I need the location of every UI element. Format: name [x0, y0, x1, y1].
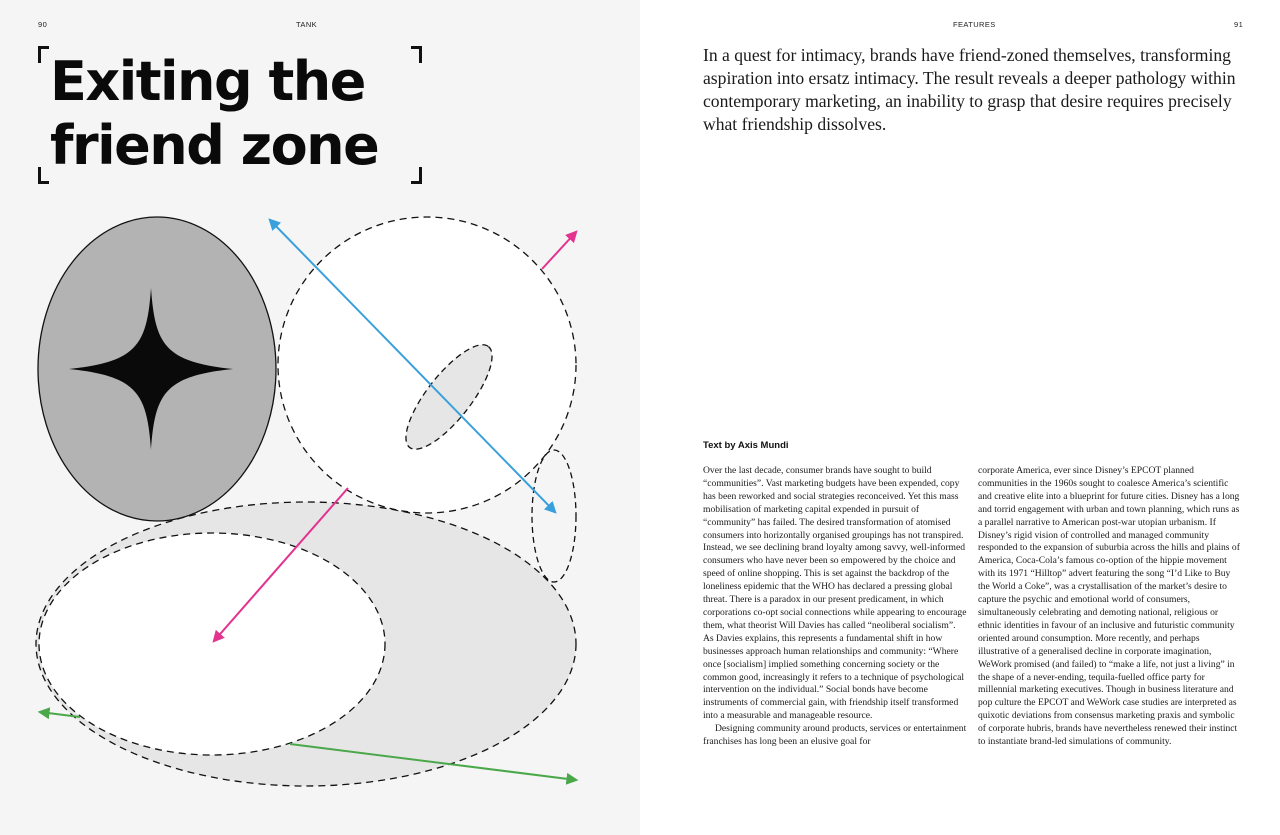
geometric-illustration — [0, 205, 640, 805]
page-number-left: 90 — [38, 20, 48, 29]
bracket-top-left — [38, 46, 49, 63]
standfirst: In a quest for intimacy, brands have friend-zoned themselves, transforming aspiration into ersatz intimacy. The result reveals a deeper pathology within contemporary marketing, an inability to grasp that desire requires precisely what friendship dissolves. — [703, 45, 1236, 134]
body-column-1 — [703, 465, 967, 749]
inner-white-ellipse — [39, 533, 385, 755]
white-dashed-circle — [278, 217, 576, 513]
body-paragraph: corporate America, ever since Disney’s EPCOT planned communities in the 1960s sought to coalesce America’s scientific and creative elite into a blueprint for future cities. Disney has a long and torrid engagement with urban and town planning, which runs as a parallel narrative to American post-war utopian urbanism. If Disney’s rigid vision of controlled and managed community responded to the expansion of suburbia across the hills and plains of America, Coca-Cola’s famous co-option of the hippie movement with its 1971 “Hilltop” advert featuring the song “I’d Like to Buy the World a Coke”, was a crystallisation of the market’s desire to capture the psychic and emotional world of consumers, simultaneously celebrating and demoting national, religious or ethnic identities in favour of an inclusive and futuristic community oriented around consumption. More recently, and perhaps illustrative of a generalised decline in corporate imagination, WeWork promised (and failed) to “make a life, not just a living” in the shape of a never-ending, tequila-fuelled office party for millennial marketing executives. Though in business literature and pop culture the EPCOT and WeWork case studies are interpreted as quixotic deviations from consensus marketing praxis and symbolic of corporate hubris, brands have nevertheless renewed their instinct to instantiate brand-led simulations of community. — [978, 465, 1240, 748]
bracket-bottom-left — [38, 167, 49, 184]
article-title — [50, 50, 422, 178]
pink-arrow-upper — [542, 232, 576, 269]
body-paragraph: Designing community around products, services or entertainment franchises has long been an elusive goal for — [703, 723, 967, 748]
narrow-dashed-ellipse — [532, 450, 576, 582]
body-paragraph: Over the last decade, consumer brands have sought to build “communities”. Vast marketing budgets have been expended, copy has been reworked and social strategies reconceived. Yet this mass mobilisation of marketing capital expended in pursuit of “community” has failed. The desired transformation of atomised consumers into horizontally organised groupings has not transpired. Instead, we see declining brand loyalty among savvy, well-informed consumers who have never been so empowered by the choice and speed of online shopping. This is set against the backdrop of the loneliness epidemic that the WHO has declared a pressing global threat. There is a paradox in our present predicament, in which corporations co-opt social connections while appearing to encourage them, what theorist Will Davies has called “neoliberal socialism”. As Davies explains, this represents a fundamental shift in how businesses approach human relationships and community: “Where once [socialism] implied something concerning society or the common good, increasingly it refers to a technique of psychological intervention on the individual.” Social bonds have become instruments of commercial gain, with friendship itself transformed into a measurable and manageable resource. — [703, 465, 967, 722]
title-line-1: Exiting the — [50, 50, 365, 113]
byline: Text by Axis Mundi — [703, 440, 789, 451]
running-head-right: FEATURES — [953, 20, 996, 29]
body-column-2 — [978, 465, 1242, 749]
article-title-block — [38, 46, 422, 184]
title-line-2: friend zone — [50, 114, 379, 177]
page-number-right: 91 — [1234, 20, 1244, 29]
running-head-left: TANK — [296, 20, 318, 29]
right-page — [640, 0, 1280, 835]
